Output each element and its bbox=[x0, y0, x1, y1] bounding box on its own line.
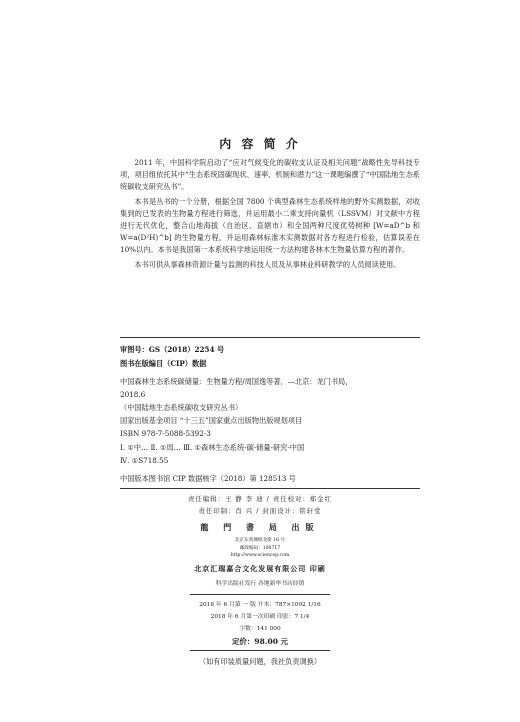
cip-line: 中国森林生态系统碳储量：生物量方程/周国逸等著．—北京：龙门书局， bbox=[120, 377, 353, 386]
summary-paragraph: 2011 年，中国科学院启动了“应对气候变化的碳收支认证及相关问题”战略性先导科技专项，项目组依托其中“生态系统固碳现状、速率、机制和潜力”这一课题编撰了“中国陆地生态系统碳收支研究丛书”。 bbox=[120, 158, 420, 192]
section-title: 内 容 简 介 bbox=[219, 137, 301, 151]
publisher-name: 龍 門 書 局 出版 bbox=[200, 522, 320, 532]
printer-name: 北京汇瑞嘉合文化发展有限公司 印刷 bbox=[194, 564, 326, 573]
cip-line: ISBN 978-7-5088-5392-3 bbox=[120, 429, 211, 438]
content-summary bbox=[120, 157, 420, 273]
edition-info: 2018 年 6 月第 一 版 开本：787×1092 1/16 bbox=[199, 602, 321, 608]
divider bbox=[120, 488, 420, 489]
postal-code: 邮政编码：100717 bbox=[239, 546, 281, 551]
publisher-website: http://www.sciencep.com bbox=[230, 553, 290, 558]
cip-line: 2018.6 bbox=[120, 390, 146, 399]
production-credits: 责任印制：肖 兴 / 封面设计：铭轩堂 bbox=[198, 507, 322, 515]
divider bbox=[190, 594, 330, 595]
printing-info: 2018 年 6 月第一次印刷 印张：7 1/4 bbox=[210, 614, 310, 620]
cip-line: （中国陆地生态系统碳收支研究丛书） bbox=[120, 403, 243, 412]
cip-record-number: 中国版本图书馆 CIP 数据核字（2018）第 128513 号 bbox=[120, 474, 296, 483]
quality-notice: （如有印装质量问题，我社负责调换） bbox=[198, 657, 322, 666]
summary-paragraph: 本书是丛书的一个分册，根据全国 7800 个典型森林生态系统样地的野外实测数据，对收集到的已发表的生物量方程进行筛选，并运用最小二乘支持向量机（LSSVM）对文献中方程进行无代优化，整合山地海拔（自治区、直辖市）和全国两种尺度优势树种 [W=aD^b 和 W=a(D²H)^b] 的生物量方程，并运用森林标准木实测数据对各方程进行检验，估算误差在 10%以内。本书是我国第一本系统科学地运用统一方法构建各林木生物量估算方程的著作。 bbox=[120, 196, 420, 255]
divider bbox=[190, 650, 330, 651]
divider bbox=[120, 337, 420, 338]
editor-credits: 责任编辑：王 静 李 迪 / 责任校对：郑金红 bbox=[188, 495, 332, 503]
cip-line: 国家出版基金项目 “十三五”国家重点出版物出版规划项目 bbox=[120, 416, 303, 425]
price: 定价：98.00 元 bbox=[231, 637, 289, 646]
distribution-info: 科学出版社发行 各地新华书店经销 bbox=[215, 581, 305, 587]
approval-number: 审图号：GS（2018）2254 号 bbox=[120, 345, 225, 354]
cip-line: Ⅰ. ①中… Ⅱ. ①周… Ⅲ. ①森林生态系统-碳-储量-研究-中国 bbox=[120, 443, 305, 452]
publisher-address: 北京东黄城根北街 16 号 bbox=[234, 538, 286, 543]
cip-heading: 图书在版编目（CIP）数据 bbox=[120, 359, 207, 368]
word-count: 字数：141 000 bbox=[239, 626, 281, 632]
summary-paragraph: 本书可供从事森林资源计量与监测的科技人员及从事林业科研教学的人员阅读使用。 bbox=[134, 259, 401, 269]
cip-line: Ⅳ. ①S718.55 bbox=[120, 456, 169, 465]
